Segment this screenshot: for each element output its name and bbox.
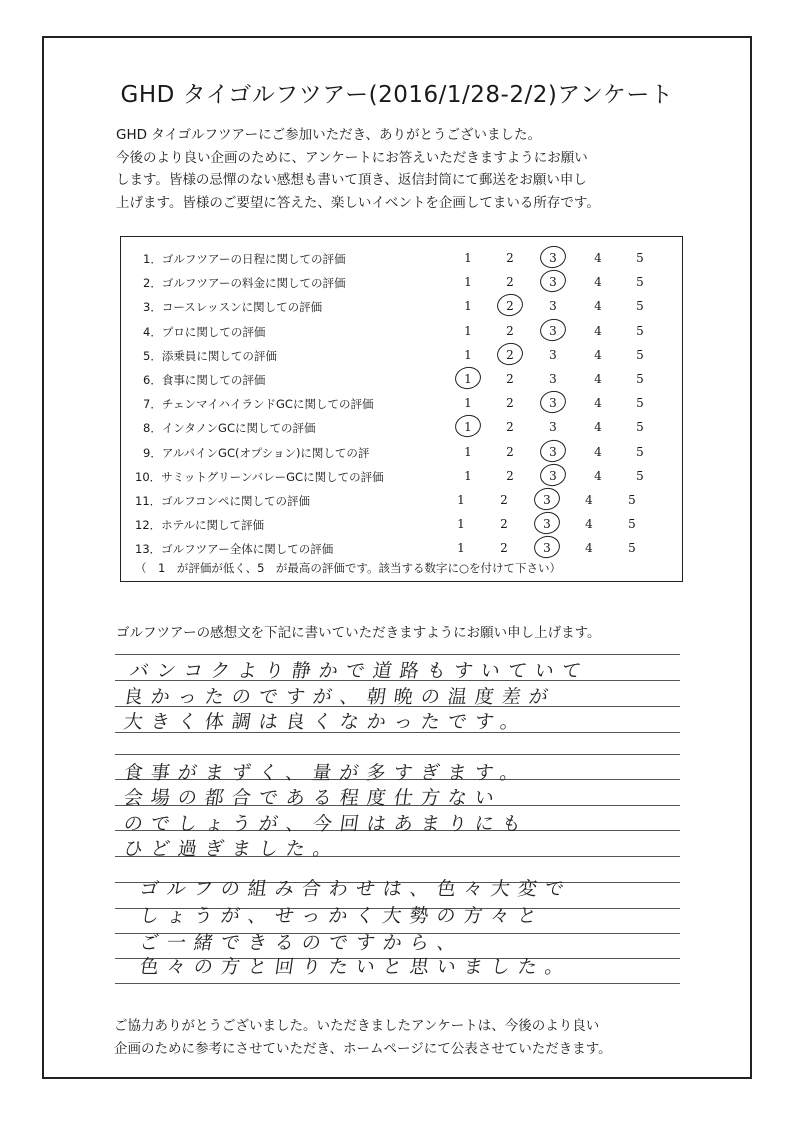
- handwritten-comment-line: 食事がまずく、量が多すぎます。: [122, 762, 529, 784]
- rating-option-1[interactable]: 1: [464, 468, 472, 483]
- rating-option-1[interactable]: 1: [464, 251, 472, 265]
- footer-message: [114, 1015, 714, 1061]
- rating-option-4[interactable]: 4: [594, 275, 602, 290]
- rating-option-1[interactable]: 1: [464, 323, 472, 338]
- rating-row: [121, 367, 682, 391]
- rating-option-5[interactable]: 5: [636, 275, 644, 290]
- rating-question: 10．サミットグリーンバレーGCに関しての評価: [135, 469, 384, 484]
- writing-rule: [115, 654, 680, 655]
- rating-option-3[interactable]: 3: [549, 323, 557, 338]
- rating-option-1[interactable]: 1: [464, 299, 472, 314]
- rating-option-1[interactable]: 1: [464, 396, 472, 411]
- selected-circle-mark: [538, 316, 568, 343]
- rating-option-4[interactable]: 4: [594, 420, 602, 435]
- rating-row: [121, 512, 682, 536]
- rating-option-1[interactable]: 1: [464, 444, 472, 459]
- rating-option-3[interactable]: 3: [543, 541, 551, 556]
- rating-option-4[interactable]: 4: [594, 396, 602, 411]
- intro-line: GHD タイゴルフツアーにご参加いただき、ありがとうございました。: [116, 127, 542, 143]
- rating-option-4[interactable]: 4: [594, 251, 602, 265]
- rating-option-1[interactable]: 1: [457, 493, 465, 507]
- rating-question: 1．ゴルフツアーの日程に関しての評価: [143, 252, 346, 266]
- selected-circle-mark: [453, 365, 483, 392]
- rating-row: [121, 391, 682, 415]
- selected-circle-mark: [495, 340, 525, 367]
- rating-question: 5．添乗員に関しての評価: [143, 348, 277, 363]
- rating-option-2[interactable]: 2: [506, 299, 514, 314]
- rating-question: 11．ゴルフコンペに関しての評価: [135, 494, 311, 508]
- footer-line: 企画のために参考にさせていただき、ホームページにて公表させていただきます。: [114, 1041, 612, 1057]
- rating-option-5[interactable]: 5: [636, 420, 644, 435]
- rating-option-2[interactable]: 2: [506, 323, 514, 338]
- rating-option-5[interactable]: 5: [628, 493, 636, 507]
- rating-question: 12．ホテルに関して評価: [135, 518, 265, 533]
- intro-paragraph: [116, 124, 696, 214]
- rating-option-2[interactable]: 2: [506, 372, 514, 386]
- selected-circle-mark: [532, 486, 562, 513]
- rating-option-5[interactable]: 5: [636, 299, 644, 314]
- rating-option-5[interactable]: 5: [636, 444, 644, 459]
- selected-circle-mark: [532, 534, 562, 561]
- rating-option-2[interactable]: 2: [506, 275, 514, 290]
- selected-circle-mark: [538, 244, 568, 271]
- rating-question: 9．アルパインGC(オプション)に関しての評: [143, 445, 370, 460]
- rating-option-1[interactable]: 1: [464, 372, 472, 386]
- rating-option-1[interactable]: 1: [464, 420, 472, 435]
- rating-option-2[interactable]: 2: [506, 396, 514, 411]
- rating-option-2[interactable]: 2: [506, 468, 514, 483]
- rating-option-5[interactable]: 5: [636, 396, 644, 411]
- rating-option-3[interactable]: 3: [549, 396, 557, 411]
- rating-question: 2．ゴルフツアーの料金に関しての評価: [143, 276, 346, 291]
- page-title: GHD タイゴルフツアー(2016/1/28-2/2)アンケート: [120, 82, 674, 108]
- handwritten-comment-line: 色々の方と回りたいと思いました。: [138, 956, 574, 978]
- selected-circle-mark: [453, 413, 483, 440]
- rating-option-2[interactable]: 2: [500, 493, 508, 507]
- rating-row: [121, 319, 682, 343]
- rating-option-5[interactable]: 5: [636, 323, 644, 338]
- rating-option-3[interactable]: 3: [549, 251, 557, 265]
- rating-question: 3．コースレッスンに関しての評価: [143, 300, 323, 315]
- rating-option-4[interactable]: 4: [585, 541, 593, 556]
- rating-option-3[interactable]: 3: [543, 517, 551, 532]
- intro-line: 今後のより良い企画のために、アンケートにお答えいただきますようにお願い: [116, 149, 588, 166]
- rating-option-3[interactable]: 3: [549, 420, 557, 435]
- rating-question: 13．ゴルフツアー全体に関しての評価: [135, 542, 334, 557]
- rating-question: 7．チェンマイハイランドGCに関しての評価: [143, 397, 374, 412]
- rating-option-2[interactable]: 2: [506, 251, 514, 265]
- rating-option-1[interactable]: 1: [457, 517, 465, 532]
- handwritten-comment-line: のでしょうが、今回はあまりにも: [122, 813, 531, 835]
- rating-option-3[interactable]: 3: [549, 299, 557, 314]
- selected-circle-mark: [538, 437, 568, 464]
- rating-option-1[interactable]: 1: [464, 275, 472, 290]
- rating-row: [121, 440, 682, 464]
- rating-question: 8．インタノンGCに関しての評価: [143, 421, 316, 436]
- rating-option-4[interactable]: 4: [594, 347, 602, 362]
- rating-option-4[interactable]: 4: [594, 323, 602, 338]
- selected-circle-mark: [538, 268, 568, 295]
- rating-option-3[interactable]: 3: [549, 372, 557, 386]
- handwritten-comment-line: 大きく体調は良くなかったです。: [122, 711, 529, 733]
- rating-option-4[interactable]: 4: [585, 517, 593, 532]
- rating-option-2[interactable]: 2: [500, 517, 508, 532]
- rating-row: [121, 536, 682, 560]
- footer-line: ご協力ありがとうございました。いただきましたアンケートは、今後のより良い: [114, 1018, 600, 1034]
- selected-circle-mark: [495, 292, 525, 319]
- rating-row: [121, 488, 682, 512]
- handwritten-comment-line: 良かったのですが、朝晩の温度差が: [122, 686, 558, 708]
- rating-option-4[interactable]: 4: [585, 493, 593, 507]
- writing-rule: [115, 983, 680, 984]
- rating-question: 4．プロに関しての評価: [143, 324, 266, 339]
- rating-option-4[interactable]: 4: [594, 444, 602, 459]
- rating-option-2[interactable]: 2: [506, 444, 514, 459]
- rating-row: [121, 270, 682, 294]
- handwritten-comment-line: ひど過ぎました。: [122, 838, 342, 860]
- rating-option-5[interactable]: 5: [628, 541, 636, 556]
- selected-circle-mark: [538, 389, 568, 416]
- selected-circle-mark: [538, 461, 568, 488]
- comment-prompt: ゴルフツアーの感想文を下記に書いていただきますようにお願い申し上げます。: [116, 625, 601, 641]
- rating-option-4[interactable]: 4: [594, 468, 602, 483]
- rating-row: [121, 246, 682, 270]
- rating-option-5[interactable]: 5: [628, 517, 636, 532]
- rating-option-2[interactable]: 2: [506, 347, 514, 362]
- rating-question: 6．食事に関しての評価: [143, 373, 266, 387]
- rating-option-2[interactable]: 2: [506, 420, 514, 435]
- rating-row: [121, 294, 682, 318]
- rating-row: [121, 464, 682, 488]
- rating-option-5[interactable]: 5: [636, 347, 644, 362]
- selected-circle-mark: [532, 510, 562, 537]
- handwritten-comment-line: しょうが、せっかく大勢の方々と: [138, 905, 546, 927]
- rating-option-4[interactable]: 4: [594, 299, 602, 314]
- rating-option-3[interactable]: 3: [549, 275, 557, 290]
- rating-row: [121, 343, 682, 367]
- rating-row: [121, 415, 682, 439]
- rating-option-2[interactable]: 2: [500, 541, 508, 556]
- rating-option-3[interactable]: 3: [549, 468, 557, 483]
- rating-option-5[interactable]: 5: [636, 251, 644, 265]
- rating-note: （ 1 が評価が低く、5 が最高の評価です。該当する数字に○を付けて下さい）: [135, 561, 562, 575]
- handwritten-comment-line: バンコクより静かで道路もすいていて: [128, 660, 591, 682]
- rating-option-5[interactable]: 5: [636, 468, 644, 483]
- rating-option-4[interactable]: 4: [594, 372, 602, 386]
- rating-option-1[interactable]: 1: [457, 541, 465, 556]
- rating-table: [120, 236, 683, 582]
- handwritten-comment-line: 会場の都合である程度仕方ない: [122, 787, 504, 809]
- intro-line: します。皆様の忌憚のない感想も書いて頂き、返信封筒にて郵送をお願い申し: [116, 172, 587, 188]
- writing-rule: [115, 754, 680, 755]
- rating-option-5[interactable]: 5: [636, 372, 644, 386]
- handwritten-comment-line: ゴルフの組み合わせは、色々大変で: [138, 878, 574, 900]
- rating-option-3[interactable]: 3: [549, 444, 557, 459]
- rating-option-3[interactable]: 3: [543, 493, 551, 507]
- intro-line: 上げます。皆様のご要望に答えた、楽しいイベントを企画してまいる所存です。: [116, 194, 600, 211]
- rating-option-3[interactable]: 3: [549, 347, 557, 362]
- handwritten-comment-line: ご一緒できるのですから、: [138, 932, 466, 954]
- rating-option-1[interactable]: 1: [464, 347, 472, 362]
